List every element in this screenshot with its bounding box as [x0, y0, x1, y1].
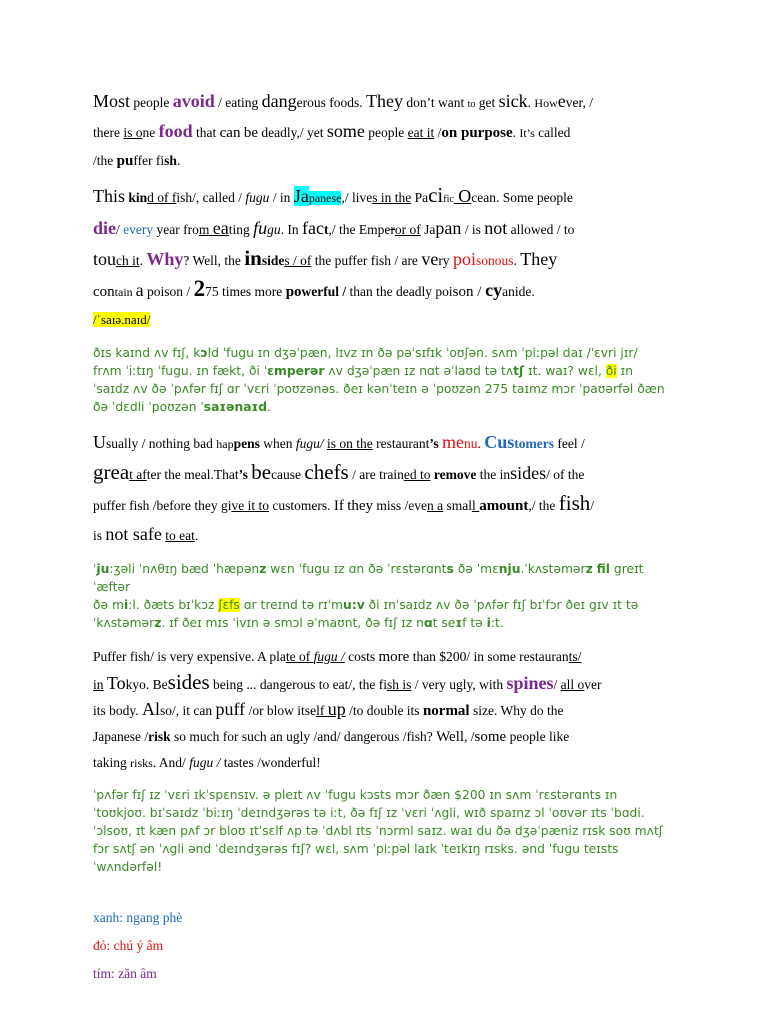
- text: ðɪs kaɪnd ʌv fɪʃ, k: [93, 346, 201, 360]
- text: / eating: [214, 95, 262, 110]
- text: ffer fi: [133, 153, 165, 168]
- ipa-transcription-1: [93, 344, 677, 416]
- text: ˈwʌndərfəl!: [93, 860, 163, 874]
- text: so much for such an ugly /and/ dangerous /fish?: [170, 729, 437, 744]
- text: s / of: [284, 253, 312, 268]
- text: fac: [302, 218, 325, 238]
- text: in: [93, 677, 104, 692]
- text: called: [534, 125, 571, 140]
- text: food: [158, 121, 193, 141]
- text: ts/: [568, 649, 582, 664]
- text: wɛn ˈfugu ɪz ɑn ðə ˈrɛstərɑnt: [266, 562, 447, 576]
- text: is o: [123, 125, 143, 140]
- text: Pa: [411, 190, 429, 205]
- text: be: [251, 460, 272, 484]
- text: its body.: [93, 703, 143, 718]
- text: up: [327, 699, 346, 719]
- text: ˈsaɪdz ʌv ðə ˈpʌfər fɪʃ ɑr ˈvɛri ˈpoʊzənəs. ðeɪ kənˈteɪn ə ˈpoʊzən 275 taɪmz mɔr ˈpaʊərfəl ðæn: [93, 382, 665, 396]
- text: e: [557, 91, 566, 111]
- text: saɪənaɪd: [203, 400, 268, 414]
- text: ld ˈfugu ɪn dʒəˈpæn, lɪvz ɪn ðə pəˈsɪfɪk ˈoʊʃən. sʌm ˈpiːpəl daɪ /ˈɛvri jɪr/: [207, 346, 638, 360]
- text: ,/ live: [341, 190, 373, 205]
- text: sonous: [475, 253, 514, 268]
- text: l: [472, 498, 480, 513]
- text: pan: [435, 218, 462, 238]
- text: sides: [167, 670, 210, 694]
- text: ɪ: [455, 616, 463, 630]
- paragraph-3: [93, 428, 677, 550]
- ipa-transcription-2: [93, 560, 677, 632]
- text: ver, /: [565, 95, 593, 110]
- text: Most: [93, 91, 131, 111]
- text: / of the: [546, 467, 585, 482]
- text: Why: [146, 249, 184, 269]
- text: ve it to: [231, 498, 269, 513]
- text: dang: [261, 91, 297, 111]
- text: feel /: [553, 436, 585, 451]
- text: sick: [498, 91, 528, 111]
- text: or of: [394, 222, 421, 237]
- text: te of: [285, 649, 314, 664]
- text: :t.: [490, 616, 504, 630]
- text: 2: [193, 276, 206, 301]
- text: fugu /: [189, 755, 221, 770]
- text: they: [347, 498, 374, 514]
- text: puffer fish /before they gi: [93, 498, 232, 513]
- text: some: [474, 729, 507, 745]
- paragraph-1: [93, 88, 677, 175]
- text: remove: [433, 467, 477, 482]
- text: all o: [560, 677, 585, 692]
- text: every: [123, 222, 154, 237]
- text: t af: [129, 467, 147, 482]
- text: amount: [479, 498, 529, 514]
- text: ne: [142, 125, 159, 140]
- text: To: [106, 673, 126, 693]
- text: ju: [96, 562, 110, 576]
- text: f tə: [462, 616, 487, 630]
- text: erous foods: [296, 95, 360, 110]
- text: / are train: [348, 467, 404, 482]
- text: .: [139, 253, 147, 268]
- text: ði ɪnˈsaɪdz ʌv ðə ˈpʌfər fɪʃ bɪˈfɔr ðeɪ gɪv ɪt tə: [364, 598, 639, 612]
- text: ˈɔlsoʊ, ɪt kæn pʌf ɔr bloʊ ɪtˈsɛlf ʌp tə ˈdʌbl ɪts ˈnɔrml saɪz. waɪ du ðə dʒəˈpæniz rɪsk soʊ mʌtʃ: [93, 824, 663, 838]
- ipa-transcription-3: [93, 786, 677, 876]
- text: .ˈkʌstəmər: [520, 562, 586, 576]
- text: nju: [498, 562, 521, 576]
- text: s in the: [372, 190, 412, 205]
- text: tʃ: [513, 364, 525, 378]
- text: that: [192, 125, 220, 140]
- text: .: [267, 400, 271, 414]
- text: U: [93, 432, 106, 452]
- text: ch it: [116, 253, 140, 268]
- text: fu: [253, 218, 268, 238]
- text: poi: [452, 249, 476, 269]
- text: Puffer fish/ is very expensive. A pla: [93, 649, 286, 664]
- text: anide.: [502, 284, 535, 299]
- text: They: [520, 249, 558, 269]
- text: frʌm ˈiːtɪŋ ˈfugu. ɪn fækt, ði ˈ: [93, 364, 268, 378]
- text: .: [176, 153, 181, 168]
- text: ɑ: [423, 616, 433, 630]
- text: be: [243, 125, 259, 141]
- text: /: [434, 125, 442, 140]
- text: How: [534, 96, 558, 110]
- text: to: [467, 99, 476, 110]
- text: ʌv dʒəˈpæn ɪz nɑt əˈlaʊd tə tʌ: [324, 364, 514, 378]
- text: sh: [164, 153, 177, 168]
- paragraph-4: [93, 644, 677, 776]
- text: not: [484, 218, 508, 238]
- text: ʃɛfs: [218, 598, 240, 612]
- text: son /: [452, 284, 486, 300]
- text: fugu: [245, 190, 270, 205]
- text: .: [513, 253, 521, 268]
- text: /: [116, 222, 124, 237]
- text: cean. Some people: [471, 190, 573, 205]
- text: greɪt ˈæftər: [93, 562, 644, 594]
- text: don’t want: [403, 95, 468, 110]
- text: spines: [506, 673, 554, 693]
- text: ,/ the: [528, 498, 559, 513]
- text: ci: [428, 183, 444, 207]
- text: con: [93, 284, 115, 300]
- text: not safe: [105, 524, 162, 544]
- text: u:v: [343, 598, 365, 612]
- text: is on the: [326, 436, 373, 451]
- text: ve: [421, 249, 439, 269]
- text: panese: [308, 191, 342, 205]
- text: r: [390, 222, 395, 237]
- text: If: [333, 498, 344, 514]
- text: z: [585, 562, 593, 576]
- text: costs: [344, 649, 379, 664]
- text: /: [553, 677, 561, 692]
- text: cy: [485, 280, 503, 300]
- text: side: [261, 253, 285, 268]
- text: avoid: [172, 91, 215, 111]
- text: people: [364, 125, 408, 140]
- text: chefs: [304, 460, 349, 484]
- text: Japanese /: [93, 729, 149, 744]
- text: .: [512, 125, 520, 140]
- text: me: [441, 432, 464, 452]
- text: so/, it can: [160, 703, 216, 718]
- text: to eat: [165, 528, 195, 543]
- text: pens: [233, 436, 260, 451]
- text: .: [527, 95, 535, 110]
- text: .: [359, 95, 367, 110]
- text: ɪn: [616, 364, 634, 378]
- text: poison /: [143, 284, 194, 299]
- text: puff: [215, 699, 246, 719]
- text: .: [477, 436, 485, 451]
- text: . And/: [152, 755, 190, 770]
- text: tou: [93, 249, 117, 269]
- text: /the: [93, 153, 117, 168]
- text: kin: [128, 190, 148, 205]
- text: ˈ: [93, 562, 97, 576]
- legend-red: đỏ: chú ý âm: [93, 938, 164, 953]
- text: fil: [596, 562, 610, 576]
- text: year fro: [153, 222, 199, 237]
- text: when: [259, 436, 296, 451]
- text: on purpose: [441, 125, 513, 141]
- text: fugu/: [295, 436, 324, 451]
- text: smal: [443, 498, 473, 513]
- text: / in: [269, 190, 294, 205]
- text: werful /: [301, 284, 347, 299]
- text: z: [259, 562, 267, 576]
- text: / is: [461, 222, 485, 237]
- text: ðə m: [93, 598, 124, 612]
- text: taking: [93, 755, 131, 770]
- text: the puffer fish / are: [311, 253, 422, 268]
- text: ði: [605, 364, 617, 378]
- text: Al: [142, 699, 161, 719]
- text: t: [324, 222, 329, 237]
- text: ish/, called /: [176, 190, 246, 205]
- text: :l. ðæts bɪˈkɔz: [128, 598, 219, 612]
- text: fugu /: [313, 649, 345, 664]
- text: d of f: [147, 190, 177, 205]
- text: ting: [228, 222, 254, 237]
- text: ter the meal.That: [146, 467, 239, 482]
- text: ðə ˈdɛdli ˈpoʊzən ˈ: [93, 400, 204, 414]
- text: sh is: [386, 677, 412, 692]
- text: ðə ˈmɛ: [453, 562, 499, 576]
- text: ˈtoʊkjoʊ. bɪˈsaɪdz ˈbiːɪŋ ˈdeɪndʒərəs tə iːt, ðə fɪʃ ɪz ˈvɛri ˈʌgli, wɪð spaɪnz ɔl ˈoʊvər ɪts ˈbɑdi.: [93, 806, 645, 820]
- text: tain: [114, 285, 136, 299]
- text: can: [219, 125, 241, 141]
- text: z: [154, 616, 162, 630]
- text: people like: [506, 729, 570, 744]
- text: some: [326, 121, 365, 141]
- text: i: [486, 616, 491, 630]
- text: ˈkʌstəmər: [93, 616, 155, 630]
- text: a: [135, 280, 144, 300]
- text: risk: [148, 729, 171, 744]
- text: Ja: [293, 186, 309, 206]
- text: n a: [427, 498, 444, 513]
- text: :ʒəli ˈnʌθɪŋ bæd ˈhæpən: [109, 562, 260, 576]
- text: restaurant: [372, 436, 430, 451]
- text: being ... dangerous to eat/, the fi: [209, 677, 387, 692]
- text: more: [378, 649, 410, 665]
- text: fic: [443, 194, 454, 205]
- text: They: [366, 91, 404, 111]
- legend-blue: xanh: ngang phè: [93, 910, 183, 925]
- paragraph-2: [93, 181, 677, 334]
- text: ɛmperər: [267, 364, 325, 378]
- text: fɔr sʌtʃ ən ˈʌgli ənd ˈdeɪndʒərəs fɪʃ? wɛl, sʌm ˈpiːpəl laɪk ˈteɪkɪŋ rɪsks. ənd ˈfugu teɪsts: [93, 842, 619, 856]
- text: is: [93, 528, 106, 543]
- text: than the deadly poi: [346, 284, 453, 299]
- text: ɪt. waɪ? wɛl,: [524, 364, 606, 378]
- text: the in: [476, 467, 511, 482]
- text: nu: [463, 436, 478, 451]
- text: . In: [280, 222, 303, 237]
- document-page: [93, 88, 677, 988]
- text: / very ugly, with: [411, 677, 507, 692]
- text: tastes /wonderful!: [220, 755, 321, 770]
- text: grea: [93, 460, 130, 484]
- text: Ja: [420, 222, 436, 237]
- text: a: [507, 222, 517, 237]
- text: i: [123, 598, 129, 612]
- text: cause: [271, 467, 305, 482]
- text: It’s: [519, 126, 535, 140]
- text: .: [194, 528, 199, 543]
- text: eat it: [407, 125, 435, 140]
- text: 00/ in some restauran: [452, 649, 569, 664]
- text: tomers: [514, 436, 554, 451]
- text: normal: [422, 703, 470, 719]
- text: size. Why do the: [469, 703, 564, 718]
- text: , /: [464, 729, 475, 744]
- text: ,/ the Empe: [328, 222, 391, 237]
- text: pu: [116, 153, 134, 169]
- text: ɔ: [200, 346, 208, 360]
- text: people: [130, 95, 173, 110]
- text: fish: [558, 491, 591, 515]
- text: get: [475, 95, 499, 110]
- text: sually / nothing bad: [106, 436, 217, 451]
- text: . ɪf ðeɪ mɪs ˈivɪn ə smɔl əˈmaʊnt, ðə fɪʃ ɪz n: [161, 616, 424, 630]
- text: Cus: [484, 432, 515, 452]
- text: s: [446, 562, 454, 576]
- text: ’s: [429, 436, 439, 451]
- text: 75 times more: [205, 284, 286, 299]
- text: /or blow itse: [245, 703, 317, 718]
- text: miss /eve: [373, 498, 428, 513]
- text: than $2: [409, 649, 453, 664]
- text: ed to: [403, 467, 431, 482]
- text: in: [244, 246, 262, 270]
- legend-purple: tím: zăn âm: [93, 966, 157, 981]
- text: O: [453, 186, 472, 206]
- text: ˈpʌfər fɪʃ ɪz ˈvɛri ɪkˈspɛnsɪv. ə pleɪt ʌv ˈfugu kɔsts mɔr ðæn $200 ɪn sʌm ˈrɛstərɑnts ɪn: [93, 788, 618, 802]
- text: die: [93, 218, 117, 238]
- text: customers.: [268, 498, 334, 513]
- text: /: [590, 498, 595, 513]
- text: This: [93, 186, 126, 206]
- text: sides: [510, 463, 547, 483]
- text: llowed / to: [516, 222, 575, 237]
- text: hap: [216, 437, 234, 451]
- text: po: [285, 284, 302, 300]
- text: deadly,/ yet: [258, 125, 327, 140]
- text: ’s: [238, 467, 248, 482]
- text: Well: [436, 729, 465, 745]
- text: there: [93, 125, 124, 140]
- text: /ˈsaɪə.naɪd/: [93, 312, 151, 327]
- text: /to double its: [345, 703, 423, 718]
- text: risks: [130, 756, 153, 770]
- text: ver: [584, 677, 602, 692]
- text: t se: [432, 616, 456, 630]
- text: ry: [438, 253, 453, 268]
- text: ? Well, the: [183, 253, 245, 268]
- text: kyo. Be: [125, 677, 168, 692]
- text: ɑr treɪnd tə rɪˈm: [239, 598, 344, 612]
- text: ea: [212, 218, 229, 238]
- text: lf: [316, 703, 328, 718]
- text: gu: [267, 222, 281, 237]
- text: m: [198, 222, 213, 237]
